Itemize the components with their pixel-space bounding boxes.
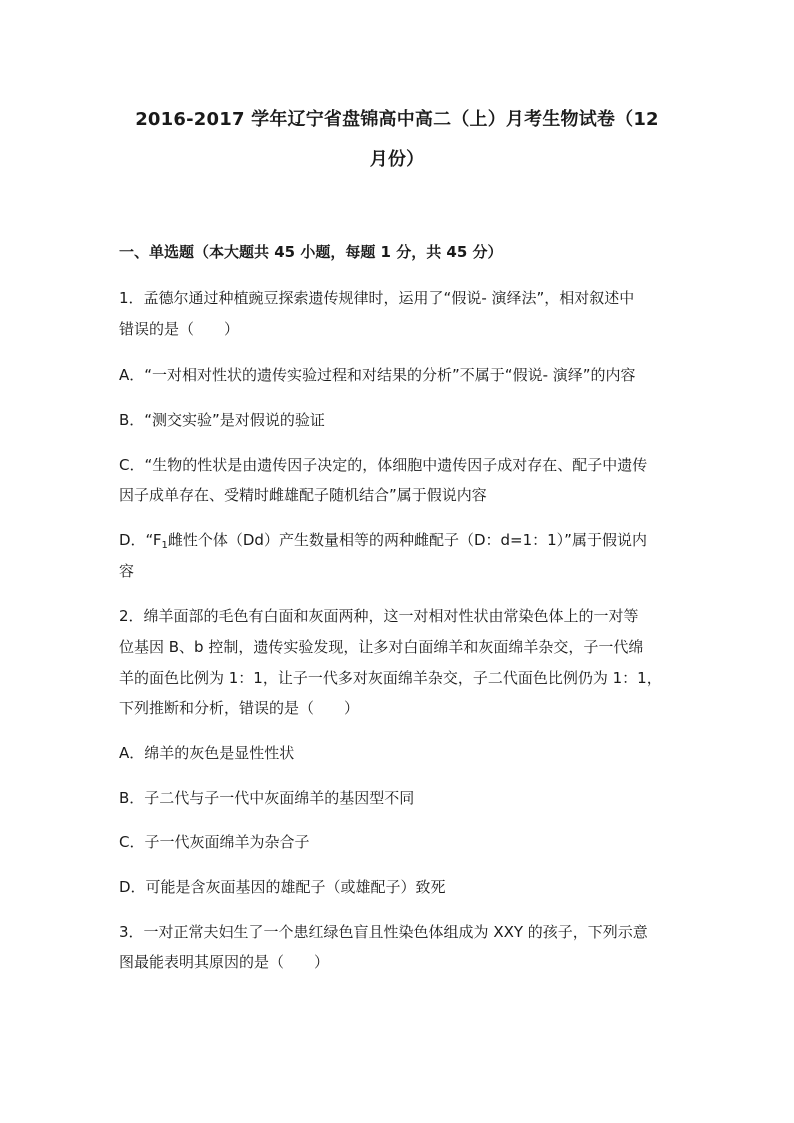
question-1-stem-line-2: 错误的是（ ）: [119, 320, 240, 338]
section-heading: 一、单选题（本大题共 45 小题，每题 1 分，共 45 分）: [119, 243, 503, 261]
question-2-option-b: B．子二代与子一代中灰面绵羊的基因型不同: [119, 789, 415, 807]
exam-title-line-1: 2016-2017 学年辽宁省盘锦高中高二（上）月考生物试卷（12: [135, 109, 659, 130]
question-1-option-a: A．“一对相对性状的遗传实验过程和对结果的分析”不属于“假说- 演绎”的内容: [119, 366, 636, 384]
question-1-option-b: B．“测交实验”是对假说的验证: [119, 411, 325, 429]
question-3-stem-line-2: 图最能表明其原因的是（ ）: [119, 953, 330, 971]
question-1-option-c-line-1: C．“生物的性状是由遗传因子决定的，体细胞中遗传因子成对存在、配子中遗传: [119, 456, 648, 474]
question-2-option-a: A．绵羊的灰色是显性性状: [119, 744, 295, 762]
question-2-option-c: C．子一代灰面绵羊为杂合子: [119, 833, 310, 851]
question-1-stem-line-1: 1．孟德尔通过种植豌豆探索遗传规律时，运用了“假说- 演绎法”，相对叙述中: [119, 289, 635, 307]
question-1-option-d-line-1: [119, 530, 689, 556]
question-2-stem-line-3: 羊的面色比例为 1：1，让子一代多对灰面绵羊杂交，子二代面色比例仍为 1：1，: [119, 669, 662, 687]
question-2-option-d: D．可能是含灰面基因的雄配子（或雄配子）致死: [119, 878, 446, 896]
option-d-subscript: 1: [161, 540, 168, 551]
exam-title-line-2: 月份）: [369, 149, 425, 170]
question-1-option-d-line-2: 容: [119, 562, 135, 580]
option-d-text: 雌性个体（Dd）产生数量相等的两种雌配子（D：d=1：1）”属于假说内: [167, 531, 647, 549]
question-1-option-c-line-2: 因子成单存在、受精时雌雄配子随机结合”属于假说内容: [119, 486, 487, 504]
question-2-stem-line-1: 2．绵羊面部的毛色有白面和灰面两种，这一对相对性状由常染色体上的一对等: [119, 607, 639, 625]
question-3-stem-line-1: 3．一对正常夫妇生了一个患红绿色盲且性染色体组成为 XXY 的孩子，下列示意: [119, 923, 648, 941]
question-2-stem-line-2: 位基因 B、b 控制，遗传实验发现，让多对白面绵羊和灰面绵羊杂交，子一代绵: [119, 638, 644, 656]
option-d-prefix: D．“F: [119, 531, 162, 549]
question-2-stem-line-4: 下列推断和分析，错误的是（ ）: [119, 699, 360, 717]
